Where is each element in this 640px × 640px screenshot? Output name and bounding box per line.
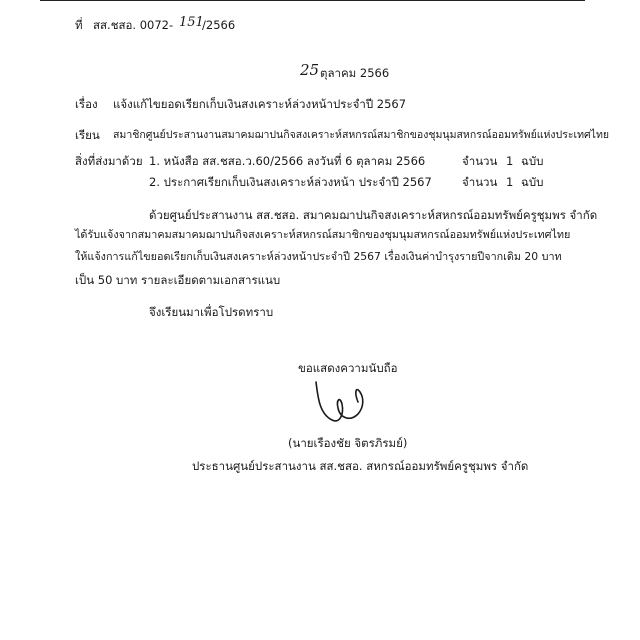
date-month-year: ตุลาคม 2566 (320, 66, 390, 80)
enclosure-item-2-unit: ฉบับ (521, 175, 544, 189)
top-rule (40, 0, 585, 1)
enclosure-item-1-unit: ฉบับ (521, 154, 544, 168)
ref-suffix: /2566 (202, 18, 236, 32)
body-line-1: ด้วยศูนย์ประสานงาน สส.ชสอ. สมาคมฌาปนกิจสงเคราะห์สหกรณ์ออมทรัพย์ครูชุมพร จำกัด (149, 208, 598, 222)
enclosure-item-2-qty-label: จำนวน (462, 175, 498, 189)
date-day: 25 (300, 61, 320, 79)
to-label: เรียน (75, 128, 100, 142)
subject-text: แจ้งแก้ไขยอดเรียกเก็บเงินสงเคราะห์ล่วงหน้าประจำปี 2567 (113, 97, 407, 111)
enclosure-item-1-text: 1. หนังสือ สส.ชสอ.ว.60/2566 ลงวันที่ 6 ตุลาคม 2566 (149, 154, 426, 168)
closing-line: จึงเรียนมาเพื่อโปรดทราบ (149, 305, 274, 319)
subject-label: เรื่อง (75, 97, 98, 111)
ref-number: 151 (179, 15, 204, 30)
signatory-name: (นายเรืองชัย จิตรภิรมย์) (288, 436, 408, 450)
body-line-3: ให้แจ้งการแก้ไขยอดเรียกเก็บเงินสงเคราะห์ล่วงหน้าประจำปี 2567 เรื่องเงินค่าบำรุงรายปีจากเดิม 20 บาท (75, 250, 562, 263)
ref-label: ที่ (75, 18, 83, 32)
enclosure-item-1-qty: 1 (506, 154, 514, 168)
body-line-2: ได้รับแจ้งจากสมาคมสมาคมฌาปนกิจสงเคราะห์สหกรณ์สมาชิกของชุมนุมสหกรณ์ออมทรัพย์แห่งประเทศไทย (75, 228, 571, 241)
handwritten-signature (298, 374, 373, 434)
signature-closing: ขอแสดงความนับถือ (298, 361, 398, 375)
enclosure-item-1-qty-label: จำนวน (462, 154, 498, 168)
to-text: สมาชิกศูนย์ประสานงานสมาคมฌาปนกิจสงเคราะห์สหกรณ์สมาชิกของชุมนุมสหกรณ์ออมทรัพย์แห่งประเทศไทย (113, 129, 610, 141)
enclosure-item-2-qty: 1 (506, 175, 514, 189)
ref-prefix: สส.ชสอ. 0072- (93, 18, 174, 32)
body-line-4: เป็น 50 บาท รายละเอียดตามเอกสารแนบ (75, 273, 281, 287)
enclosure-item-2-text: 2. ประกาศเรียกเก็บเงินสงเคราะห์ล่วงหน้า ประจำปี 2567 (149, 175, 432, 189)
enclosures-label: สิ่งที่ส่งมาด้วย (75, 154, 143, 168)
signatory-position: ประธานศูนย์ประสานงาน สส.ชสอ. สหกรณ์ออมทรัพย์ครูชุมพร จำกัด (192, 459, 529, 473)
